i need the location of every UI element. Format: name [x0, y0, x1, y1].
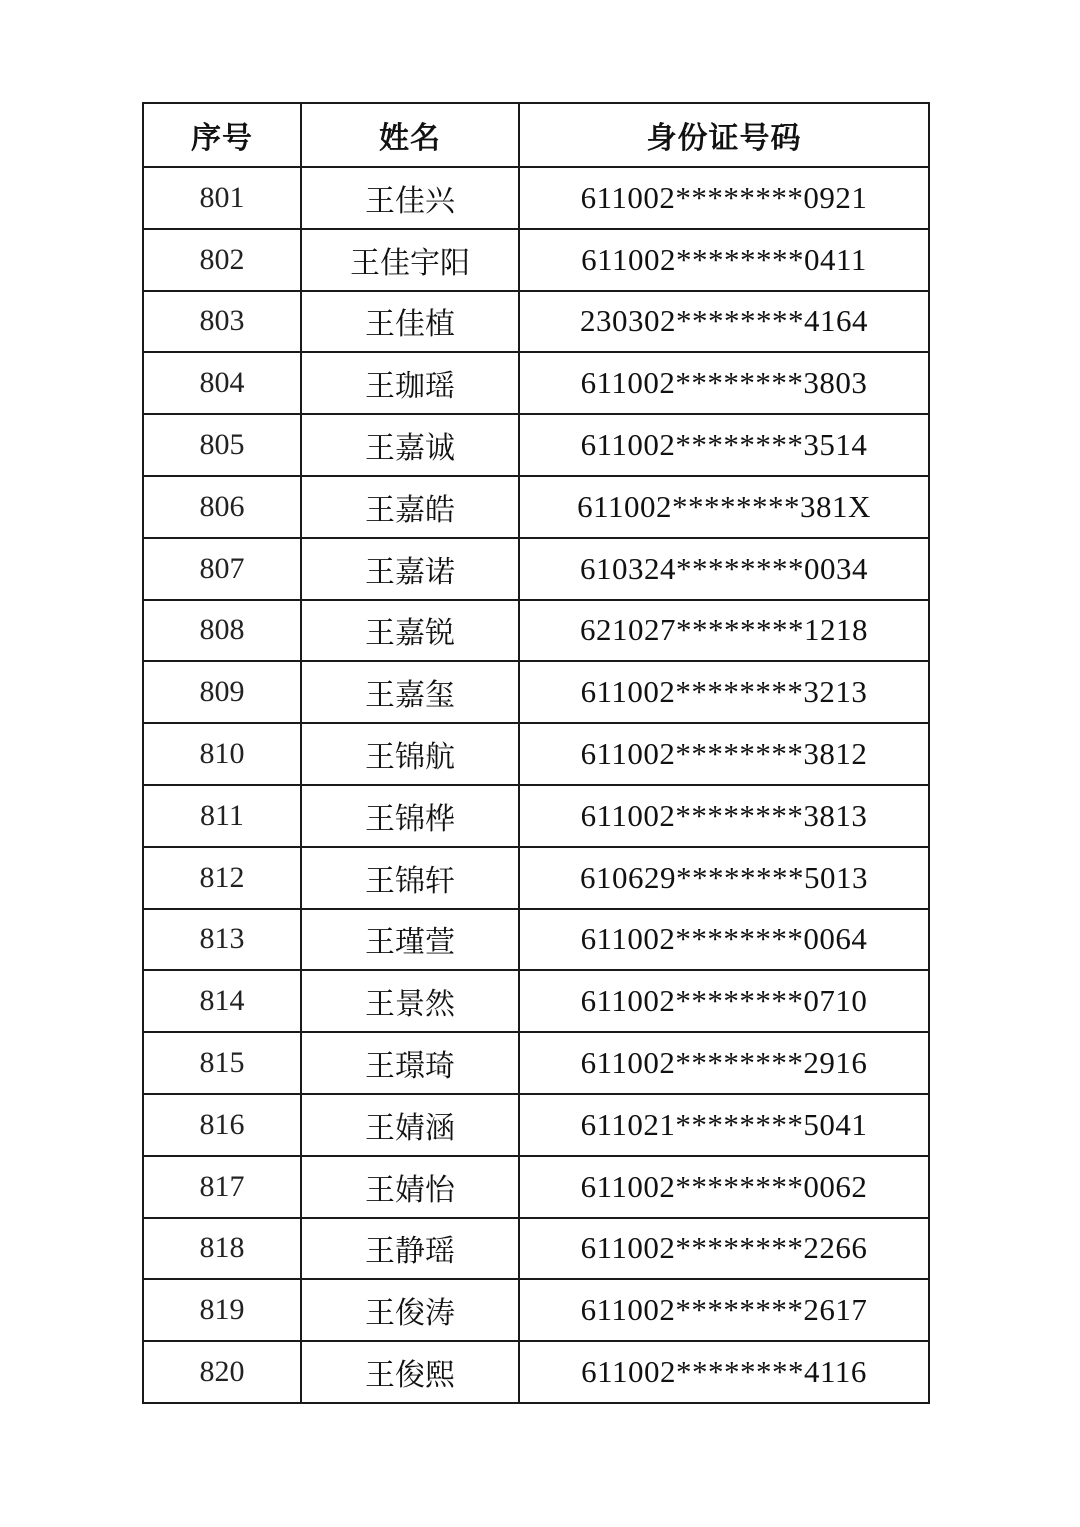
row-name-cell: 王婧怡: [301, 1156, 519, 1218]
row-id-number-cell: 611002********3213: [519, 661, 929, 723]
table-row: [143, 291, 929, 353]
row-name-cell: 王佳植: [301, 291, 519, 353]
row-name-cell: 王俊涛: [301, 1279, 519, 1341]
row-name-cell: 王珈瑶: [301, 352, 519, 414]
row-id-number-cell: 611002********0411: [519, 229, 929, 291]
row-name-cell: 王嘉皓: [301, 476, 519, 538]
row-number-cell: 814: [143, 970, 301, 1032]
row-number-cell: 816: [143, 1094, 301, 1156]
row-name-cell: 王静瑶: [301, 1218, 519, 1280]
roster-table: [142, 102, 930, 1404]
row-number-cell: 801: [143, 167, 301, 229]
row-id-number-cell: 230302********4164: [519, 291, 929, 353]
row-id-number-cell: 611002********3813: [519, 785, 929, 847]
row-name-cell: 王璟琦: [301, 1032, 519, 1094]
table-row: [143, 1156, 929, 1218]
table-row: [143, 476, 929, 538]
table-row: [143, 229, 929, 291]
row-name-cell: 王佳兴: [301, 167, 519, 229]
row-id-number-cell: 611002********3812: [519, 723, 929, 785]
table-body: [143, 167, 929, 1403]
row-id-number-cell: 611002********0710: [519, 970, 929, 1032]
table-row: [143, 167, 929, 229]
table-header: [143, 103, 929, 167]
row-id-number-cell: 611002********2266: [519, 1218, 929, 1280]
row-number-cell: 802: [143, 229, 301, 291]
row-id-number-cell: 611002********0064: [519, 909, 929, 971]
table-row: [143, 1218, 929, 1280]
row-number-cell: 812: [143, 847, 301, 909]
table-row: [143, 538, 929, 600]
row-name-cell: 王嘉锐: [301, 600, 519, 662]
row-id-number-cell: 611002********0062: [519, 1156, 929, 1218]
table-row: [143, 723, 929, 785]
row-number-cell: 804: [143, 352, 301, 414]
row-name-cell: 王锦桦: [301, 785, 519, 847]
row-number-cell: 820: [143, 1341, 301, 1403]
row-number-cell: 809: [143, 661, 301, 723]
table-row: [143, 785, 929, 847]
row-name-cell: 王锦航: [301, 723, 519, 785]
table-row: [143, 1279, 929, 1341]
row-name-cell: 王婧涵: [301, 1094, 519, 1156]
row-id-number-cell: 611002********2916: [519, 1032, 929, 1094]
table-row: [143, 847, 929, 909]
row-name-cell: 王俊熙: [301, 1341, 519, 1403]
table-row: [143, 661, 929, 723]
row-number-cell: 817: [143, 1156, 301, 1218]
row-number-cell: 811: [143, 785, 301, 847]
header-row: [143, 103, 929, 167]
row-name-cell: 王景然: [301, 970, 519, 1032]
row-name-cell: 王瑾萱: [301, 909, 519, 971]
table-row: [143, 352, 929, 414]
row-number-cell: 815: [143, 1032, 301, 1094]
row-name-cell: 王嘉玺: [301, 661, 519, 723]
row-id-number-cell: 610629********5013: [519, 847, 929, 909]
row-id-number-cell: 610324********0034: [519, 538, 929, 600]
row-number-cell: 819: [143, 1279, 301, 1341]
row-name-cell: 王嘉诺: [301, 538, 519, 600]
row-id-number-cell: 611002********0921: [519, 167, 929, 229]
header-name: 姓名: [301, 103, 519, 167]
table-row: [143, 909, 929, 971]
row-name-cell: 王佳宇阳: [301, 229, 519, 291]
row-id-number-cell: 611002********3803: [519, 352, 929, 414]
table-row: [143, 1032, 929, 1094]
row-id-number-cell: 611002********4116: [519, 1341, 929, 1403]
row-number-cell: 806: [143, 476, 301, 538]
row-id-number-cell: 611002********3514: [519, 414, 929, 476]
row-name-cell: 王嘉诚: [301, 414, 519, 476]
header-id-number: 身份证号码: [519, 103, 929, 167]
row-number-cell: 818: [143, 1218, 301, 1280]
row-number-cell: 807: [143, 538, 301, 600]
row-number-cell: 803: [143, 291, 301, 353]
row-id-number-cell: 621027********1218: [519, 600, 929, 662]
row-number-cell: 808: [143, 600, 301, 662]
row-number-cell: 805: [143, 414, 301, 476]
table-row: [143, 600, 929, 662]
row-name-cell: 王锦轩: [301, 847, 519, 909]
table-row: [143, 414, 929, 476]
table-row: [143, 1094, 929, 1156]
header-number: 序号: [143, 103, 301, 167]
row-id-number-cell: 611002********381X: [519, 476, 929, 538]
row-id-number-cell: 611002********2617: [519, 1279, 929, 1341]
table-row: [143, 1341, 929, 1403]
row-number-cell: 810: [143, 723, 301, 785]
row-id-number-cell: 611021********5041: [519, 1094, 929, 1156]
row-number-cell: 813: [143, 909, 301, 971]
table-row: [143, 970, 929, 1032]
